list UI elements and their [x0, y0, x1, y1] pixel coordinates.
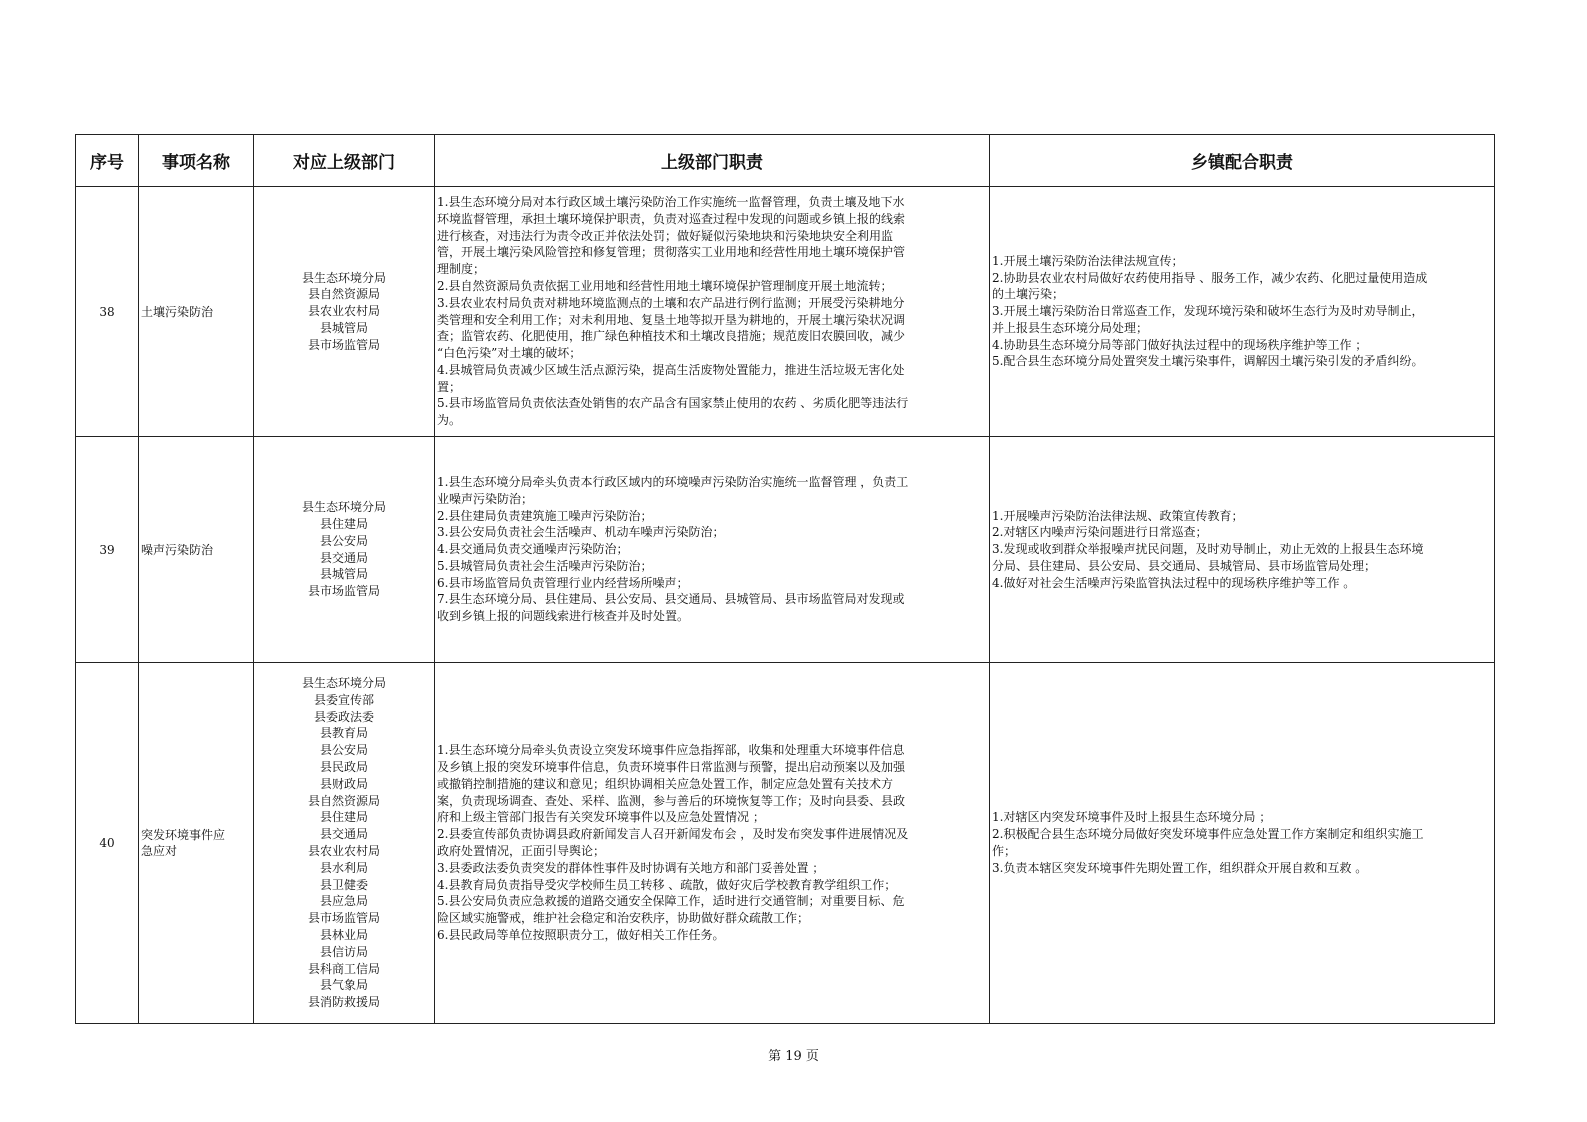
dept-item: 县公安局 — [319, 533, 368, 548]
dept-item: 县城管局 — [319, 320, 368, 335]
duty-line: 5.配合县生态环境分局处置突发土壤污染事件，调解因土壤污染引发的矛盾纠纷。 — [992, 354, 1424, 369]
dept-item: 县信访局 — [319, 944, 368, 959]
duty-line: 查；监管农药、化肥使用，推广绿色种植技术和土壤改良措施；规范废旧农膜回收，减少 — [437, 329, 906, 344]
duty-line: 1.县生态环境分局牵头负责本行政区域内的环境噪声污染防治实施统一监督管理 ，负责工 — [437, 474, 909, 489]
duty-line: 1.开展土壤污染防治法律法规宣传； — [992, 253, 1184, 268]
duty-line: 类管理和安全利用工作；对未利用地、复垦土地等拟开垦为耕地的，开展土壤污染状况调 — [437, 312, 906, 327]
duty-line: 1.对辖区内突发环境事件及时上报县生态环境分局 ； — [992, 810, 1272, 825]
duty-line: 府和上级主管部门报告有关突发环境事件以及应急处置情况 ； — [437, 810, 765, 825]
dept-item: 县民政局 — [319, 760, 368, 775]
row-town-duty — [990, 437, 1495, 663]
duty-line: 4.县教育局负责指导受灾学校师生员工转移 、疏散，做好灾后学校教育教学组织工作； — [437, 877, 897, 892]
duty-line: 2.积极配合县生态环境分局做好突发环境事件应急处置工作方案制定和组织实施工 — [992, 827, 1424, 842]
duty-line: 分局、县住建局、县公安局、县交通局、县城管局、县市场监管局处理； — [992, 558, 1377, 573]
duty-line: 2.县委宣传部负责协调县政府新闻发言人召开新闻发布会 ，及时发布突发事件进展情况及 — [437, 827, 909, 842]
duty-line: 1.开展噪声污染防治法律法规、政策宣传教育； — [992, 508, 1244, 523]
dept-item: 县住建局 — [319, 810, 368, 825]
dept-item: 县生态环境分局 — [301, 500, 386, 515]
duty-line: 收到乡镇上报的问题线索进行核查并及时处置。 — [437, 609, 690, 624]
dept-item: 县水利局 — [319, 860, 368, 875]
dept-item: 县农业农村局 — [307, 844, 380, 858]
row-town-duty — [990, 187, 1495, 437]
duty-line: 1.县生态环境分局牵头负责设立突发环境事件应急指挥部，收集和处理重大环境事件信息 — [437, 743, 905, 758]
row-upper-duty — [435, 187, 990, 437]
dept-item: 县应急局 — [319, 894, 368, 909]
row-seq: 40 — [76, 663, 139, 1024]
dept-item: 县生态环境分局 — [301, 270, 386, 285]
dept-item: 县市场监管局 — [307, 584, 380, 599]
dept-item: 县交通局 — [319, 550, 368, 565]
duty-line: 6.县民政局等单位按照职责分工，做好相关工作任务。 — [437, 927, 725, 942]
table-row — [76, 437, 1495, 663]
dept-item: 县城管局 — [319, 567, 368, 582]
dept-item: 县住建局 — [319, 516, 368, 531]
duty-line: 3.县农业农村局负责对耕地环境监测点的土壤和农产品进行例行监测；开展受污染耕地分 — [437, 295, 905, 310]
duty-line: 案，负责现场调查、查处、采样、监测，参与善后的环境恢复等工作；及时向县委、县政 — [437, 793, 906, 808]
duty-line: 2.对辖区内噪声污染问题进行日常巡查； — [992, 525, 1208, 540]
duty-line: 政府处置情况，正面引导舆论； — [437, 844, 606, 858]
dept-item: 县自然资源局 — [307, 287, 380, 302]
dept-item: 县自然资源局 — [307, 793, 380, 808]
dept-item: 县科商工信局 — [307, 961, 380, 976]
row-item-name: 噪声污染防治 — [139, 437, 254, 663]
header-upper-duty: 上级部门职责 — [435, 135, 990, 187]
duty-line: 置； — [437, 379, 462, 394]
duty-line: 3.县委政法委负责突发的群体性事件及时协调有关地方和部门妥善处置 ； — [437, 860, 825, 875]
duty-line: 2.协助县农业农村局做好农药使用指导 、服务工作，减少农药、化肥过量使用造成 — [992, 270, 1428, 285]
header-dept: 对应上级部门 — [254, 135, 435, 187]
row-item-name: 土壤污染防治 — [139, 187, 254, 437]
dept-item: 县卫健委 — [319, 877, 368, 892]
duty-line: 进行核查，对违法行为责令改正并依法处罚；做好疑似污染地块和污染地块安全利用监 — [437, 228, 894, 243]
duty-line: 5.县城管局负责社会生活噪声污染防治； — [437, 558, 653, 573]
header-town-duty: 乡镇配合职责 — [990, 135, 1495, 187]
duty-line: 的土壤污染； — [992, 287, 1065, 302]
duty-line: 7.县生态环境分局、县住建局、县公安局、县交通局、县城管局、县市场监管局对发现或 — [437, 592, 905, 607]
row-upper-duty — [435, 437, 990, 663]
duty-line: 4.协助县生态环境分局等部门做好执法过程中的现场秩序维护等工作 ； — [992, 337, 1368, 352]
page-number: 第 19 页 — [768, 1049, 819, 1064]
duty-line: “白色污染”对土壤的破坏； — [437, 346, 582, 361]
item-name-line: 急应对 — [141, 844, 178, 858]
row-upper-duty — [435, 663, 990, 1024]
dept-item: 县市场监管局 — [307, 911, 380, 926]
dept-item: 县交通局 — [319, 827, 368, 842]
row-seq: 38 — [76, 187, 139, 437]
duty-line: 环境监督管理，承担土壤环境保护职责，负责对巡查过程中发现的问题或乡镇上报的线索 — [437, 211, 906, 226]
row-depts — [254, 437, 435, 663]
header-seq: 序号 — [76, 135, 139, 187]
dept-item: 县公安局 — [319, 743, 368, 758]
item-name-line: 突发环境事件应 — [141, 828, 226, 842]
duty-line: 为。 — [437, 413, 462, 428]
row-item-name — [139, 663, 254, 1024]
header-row — [76, 135, 1495, 187]
dept-item: 县委政法委 — [313, 709, 374, 724]
duty-line: 险区域实施警戒，维护社会稳定和治安秩序，协助做好群众疏散工作； — [437, 911, 810, 926]
duty-line: 5.县公安局负责应急救援的道路交通安全保障工作，适时进行交通管制；对重要目标、危 — [437, 894, 905, 909]
dept-item: 县生态环境分局 — [301, 676, 386, 691]
duty-line: 并上报县生态环境分局处理； — [992, 320, 1149, 335]
duty-line: 或撤销控制措施的建议和意见；组织协调相关应急处置工作，制定应急处置有关技术方 — [437, 776, 894, 791]
dept-item: 县林业局 — [319, 927, 368, 942]
duty-line: 3.发现或收到群众举报噪声扰民问题，及时劝导制止，劝止无效的上报县生态环境 — [992, 542, 1424, 557]
dept-item: 县农业农村局 — [307, 304, 380, 319]
duty-line: 2.县住建局负责建筑施工噪声污染防治； — [437, 508, 653, 523]
dept-item: 县市场监管局 — [307, 337, 380, 352]
duty-line: 4.县交通局负责交通噪声污染防治； — [437, 542, 629, 557]
duty-table — [75, 134, 1495, 1024]
duty-line: 6.县市场监管局负责管理行业内经营场所噪声； — [437, 575, 689, 590]
table-row — [76, 187, 1495, 437]
duty-line: 3.县公安局负责社会生活噪声、机动车噪声污染防治； — [437, 525, 725, 540]
duty-line: 理制度； — [437, 262, 486, 277]
duty-line: 4.做好对社会生活噪声污染监管执法过程中的现场秩序维护等工作 。 — [992, 575, 1356, 590]
duty-line: 3.开展土壤污染防治日常巡查工作，发现环境污染和破坏生态行为及时劝导制止， — [992, 304, 1424, 319]
dept-item: 县消防救援局 — [307, 995, 380, 1010]
row-depts — [254, 187, 435, 437]
dept-item: 县财政局 — [319, 776, 368, 791]
table-row — [76, 663, 1495, 1024]
duty-line: 2.县自然资源局负责依据工业用地和经营性用地土壤环境保护管理制度开展土地流转； — [437, 278, 893, 293]
duty-line: 5.县市场监管局负责依法查处销售的农产品含有国家禁止使用的农药 、劣质化肥等违法行 — [437, 396, 909, 411]
row-seq: 39 — [76, 437, 139, 663]
dept-item: 县委宣传部 — [313, 692, 374, 707]
dept-item: 县气象局 — [319, 978, 368, 993]
duty-line: 管，开展土壤污染风险管控和修复管理；贯彻落实工业用地和经营性用地土壤环境保护管 — [437, 245, 906, 260]
duty-line: 业噪声污染防治； — [437, 491, 534, 506]
header-item-name: 事项名称 — [139, 135, 254, 187]
duty-line: 3.负责本辖区突发环境事件先期处置工作，组织群众开展自救和互救 。 — [992, 860, 1368, 875]
duty-line: 及乡镇上报的突发环境事件信息，负责环境事件日常监测与预警，提出启动预案以及加强 — [437, 760, 906, 775]
row-town-duty — [990, 663, 1495, 1024]
duty-line: 1.县生态环境分局对本行政区域土壤污染防治工作实施统一监督管理，负责土壤及地下水 — [437, 194, 905, 209]
duty-line: 4.县城管局负责减少区域生活点源污染，提高生活废物处置能力，推进生活垃圾无害化处 — [437, 362, 905, 377]
duty-line: 作； — [992, 844, 1017, 858]
dept-item: 县教育局 — [319, 726, 368, 741]
row-depts — [254, 663, 435, 1024]
